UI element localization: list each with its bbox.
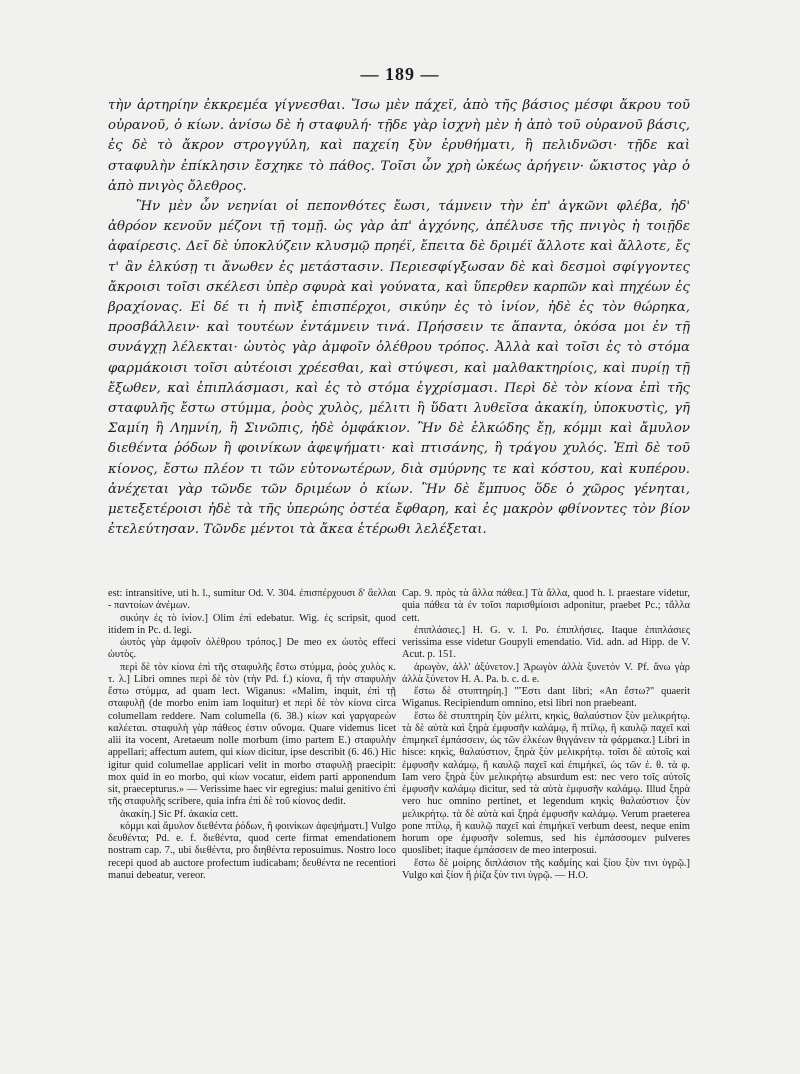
note: ὠυτὸς γὰρ ἀμφοῖν ὀλέθρου τρόπος.] De meo ex ὡυτὸς effeci ὠυτὸς. [108, 637, 396, 661]
note: ἐπιπλάσιες.] H. G. v. l. Po. ἐπιπλήσιες. Itaque ἐπιπλάσιες verissima esse videtur Goupyli emendatio. Vid. adn. ad Hipp. de V. Acut. p. 151. [402, 624, 690, 661]
note: ἔστω δὲ στυπτηρίη ξὺν μέλιτι, κηκὶς, θαλαύστιον ξὺν μελικρήτῳ. τὰ δὲ αὐτὰ καὶ ξηρὰ ἐμφυσῆν καλάμῳ, ἢ πτίλῳ, ἢ καυλῷ παχεῖ καὶ ἐπιμηκεῖ ἐμπάσσειν, ὡς τῶν ἑλκέων θιγγάνειν τὰ φάρμακα.] Libri in hisce: κηκὶς, θαλαύστιον, ξηρὰ ξὺν μελικρήτῳ. τοῖσι δὲ αὐτοῖς καὶ ἐμφυσῆν καλάμῳ, ἢ καυλῷ παχεῖ καὶ ἐπιμήκεϊ, ὡς τῶν ἑ. θ. τὰ φ. Iam vero ξηρὰ ξὺν μελικρήτῳ absurdum est: nec vero τοῖς αὐτοῖς ἐμφυσῆν καλάμῳ dicitur, sed τὰ αὐτὰ ἐμφυσῆν καλάμῳ. Illud ξηρὰ vero huc omnino pertinet, et legendum κηκὶς θαλαύστιον ξὺν μελικρήτῳ. τὰ δὲ αὐτὰ καὶ ξηρὰ ἐμφυσῆν καλάμῳ. Verum praeterea pone πτίλῳ, ἢ καυλῷ παχεῖ καὶ ἐπιμήκεϊ verbum deest, neque enim horum ope ἐμφυσῆν solemus, sed his ἐμπάσσομεν pulveres quoslibet; itaque ἐμπάσσειν de meo interposui. [402, 710, 690, 857]
main-text [108, 96, 690, 540]
main-paragraph-2: Ἢν μὲν ὧν νεηνίαι οἱ πεπονθότες ἔωσι, τάμνειν τὴν ἐπ' ἀγκῶνι φλέβα, ἠδ' ἀθρόον κενοῦν μέζονι τῇ τομῇ. ὡς γὰρ ἀπ' ἀγχόνης, ἀπέλυσε τῆς πνιγὸς ἡ τοιῇδε ἀφαίρεσις. Δεῖ δὲ ὑποκλύζειν κλυσμῷ πρηέϊ, ἔπειτα δὲ δριμέϊ ἄλλοτε καὶ ἄλλοτε, ἔς τ' ἂν ἑλκύσῃ τι ἄνωθεν ἐς μετάστασιν. Περιεσφίγξωσαν δὲ καὶ δεσμοὶ σφίγγοντες ἄκροισι τοῖσι σκέλεσι ὑπὲρ σφυρὰ καὶ γούνατα, καὶ ὕπερθεν καρπῶν καὶ πηχέων ἐς βραχίονας. Εἰ δέ τι ἡ πνὶξ ἐπισπέρχοι, σικύην ἐς τὸ ἰνίον, ἠδὲ ἐς τὸν θώρηκα, προσβάλλειν· καὶ τουτέων ἐντάμνειν τινά. Πρήσσειν τε ἅπαντα, ὁκόσα μοι ἐν τῇ συνάγχῃ λέλεκται· ὠυτὸς γὰρ ἀμφοῖν ὀλέθρου τρόπος. Ἀλλὰ καὶ τοῖσι ἐς τὸ στόμα φαρμάκοισι τοῖσι αὐτέοισι χρέεσθαι, καὶ στύψεσι, καὶ μαλθακτηρίοις, καὶ πυρίῃ τῇ ἔξωθεν, καὶ ἐπιπλάσμασι, καὶ ἐς τὸ στόμα ἐγχρίσμασι. Περὶ δὲ τὸν κίονα ἐπὶ τῆς σταφυλῆς ἔστω στύμμα, ῥοὸς χυλὸς, μέλιτι ἢ ὕδατι λυθεῖσα ἀκακίη, ὑποκυστὶς, γῆ Σαμίη ἢ Λημνίη, ἢ Σινῶπις, ἠδὲ ὀμφάκιον. Ἢν δὲ ἑλκώδης ἔῃ, κόμμι καὶ ἄμυλον διεθέντα ῥόδων ἢ φοινίκων ἀφεψήματι· καὶ πτισάνης, ἢ τράγου χυλός. Ἐπὶ δὲ τοῦ κίονος, ἔστω πλέον τι τῶν εὐτονωτέρων, διὰ σμύρνης τε καὶ κόστου, καὶ κυπέρου. ἀνέχεται γὰρ τῶνδε τῶν δριμέων ὁ κίων. Ἢν δὲ ἔμπυος ὅδε ὁ χῶρος γένηται, μετεξετέροισι ἠδὲ τὰ τῆς ὑπερώης ὀστέα ἔφθαρη, καὶ ἐς μακρὸν φθίνοντες τὸν βίον ἐτελεύτησαν. Τῶνδε μέντοι τὰ ἄκεα ἑτέρωθι λελέξεται. [108, 199, 690, 538]
note: ἀκακίη.] Sic Pf. ἀκακία cett. [120, 808, 239, 820]
note: ἀρωγὸν, ἀλλ' ἀξύνετον.] Ἀρωγὸν ἀλλὰ ξυνετόν V. Pf. ἄνω γὰρ ἀλλὰ ξύνετον H. A. Pa. b. c. d. e. [402, 661, 690, 685]
note: σικύην ἐς τὸ ἰνίον.] Olim ἐπὶ edebatur. Wig. ἐς scripsit, quod itidem in Pc. d. legi. [108, 612, 396, 636]
note: est: intransitive, uti h. l., sumitur Od. V. 304. ἐπισπέρχουσι δ' ἄελλαι - παντοίων ἀνέμων. [108, 588, 396, 612]
note: περὶ δὲ τὸν κίονα ἐπὶ τῆς σταφυλῆς ἔστω στύμμα, ῥοὸς χυλὸς κ. τ. λ.] Libri omnes περὶ δὲ τὸν (τὴν Pd. f.) κίονα, ἢ τὴν σταφυλὴν ἔστω στύμμα, ad quam lect. Wiganus: «Malim, inquit, ἐπὶ τῇ σταφυλῇ (de morbo enim iam loquitur) et περὶ δὲ τὸν κίονα circa columellam reddere. Nam columella (6. 38.) κίων καὶ γαργαρεὼν καλέεται. σταφυλὴ γὰρ πάθεος ἐστιν οὔνομα. Quare videmus licet alii ita vocent, Aretaeum nolle morbum (imo partem E.) σταφυλὴν appellari; affectum autem, qui κίων dicitur, ipse describit (6. 46.) Hic igitur quid columellae applicari velit in morbo σταφυλῇ praecipit: mox quid in eo morbo, qui κίων vocatur, eidem parti apponendum sit, praecepturus.» — Verissime haec vir egregius: malui genitivo ἐπὶ τῆς σταφυλῆς scribere, quia infra ἐπὶ δὲ τοῦ κίονος dedit. [108, 661, 396, 808]
note: ἔστω δὲ στυπτηρίη.] "Ἔστι dant libri; «An ἔστω?" quaerit Wiganus. Recipiendum omnino, etsi libri non praebeant. [402, 686, 690, 710]
note: κόμμι καὶ ἄμυλον διεθέντα ῥόδων, ἢ φοινίκων ἀφεψήματι.] Vulgo δευθέντα; Pd. e. f. διεθέντα, quod certe firmat emendationem nostram cap. 7., ubi διεθέντα, pro διηθέντα reposuimus. Nostro loco recepi quod ab auctore profectum iudicabam; δευθέντα ne recentiori manui debeatur, vereor. [108, 820, 396, 881]
note: ἔστω δὲ μοίρης διπλάσιον τῆς καδμίης καὶ ξίου ξὺν τινι ὑγρῷ.] Vulgo καὶ ξίον ἢ ῥίζα ξὺν τινι ὑγρῷ. — H.O. [402, 857, 690, 881]
main-paragraph-1: τὴν ἀρτηρίην ἐκκρεμέα γίγνεσθαι. Ἴσω μὲν πάχεϊ, ἀπὸ τῆς βάσιος μέσφι ἄκρου τοῦ οὐρανοῦ, ὁ κίων. ἀνίσω δὲ ἡ σταφυλή· τῇδε γὰρ ἰσχνὴ μὲν ἡ ἀπὸ τοῦ οὐρανοῦ βάσις, ἐς δὲ τὸ ἄκρον στρογγύλη, καὶ παχείη ξὺν ἐρυθήματι, ἢ πελιδνῶσι· τῇδε καὶ σταφυλὴν ἐπίκλησιν ἔσχηκε τὸ πάθος. Τοῖσι ὧν χρὴ ὠκέως ἀρήγειν· ὤκιστος γὰρ ὁ ἀπὸ πνιγὸς ὄλεθρος. [108, 98, 690, 194]
footnotes-right-column [402, 588, 690, 882]
footnotes [108, 588, 690, 882]
page-number: — 189 — [360, 64, 440, 84]
note: Cap. 9. πρὸς τὰ ἄλλα πάθεα.] Τὰ ἄλλα, quod h. l. praestare videtur, quia πάθεα τὰ ἐν τοῖσι παρισθμίοισι adponitur, praebet Pc.; τἄλλα cett. [402, 588, 690, 624]
footnotes-left-column [108, 588, 396, 882]
